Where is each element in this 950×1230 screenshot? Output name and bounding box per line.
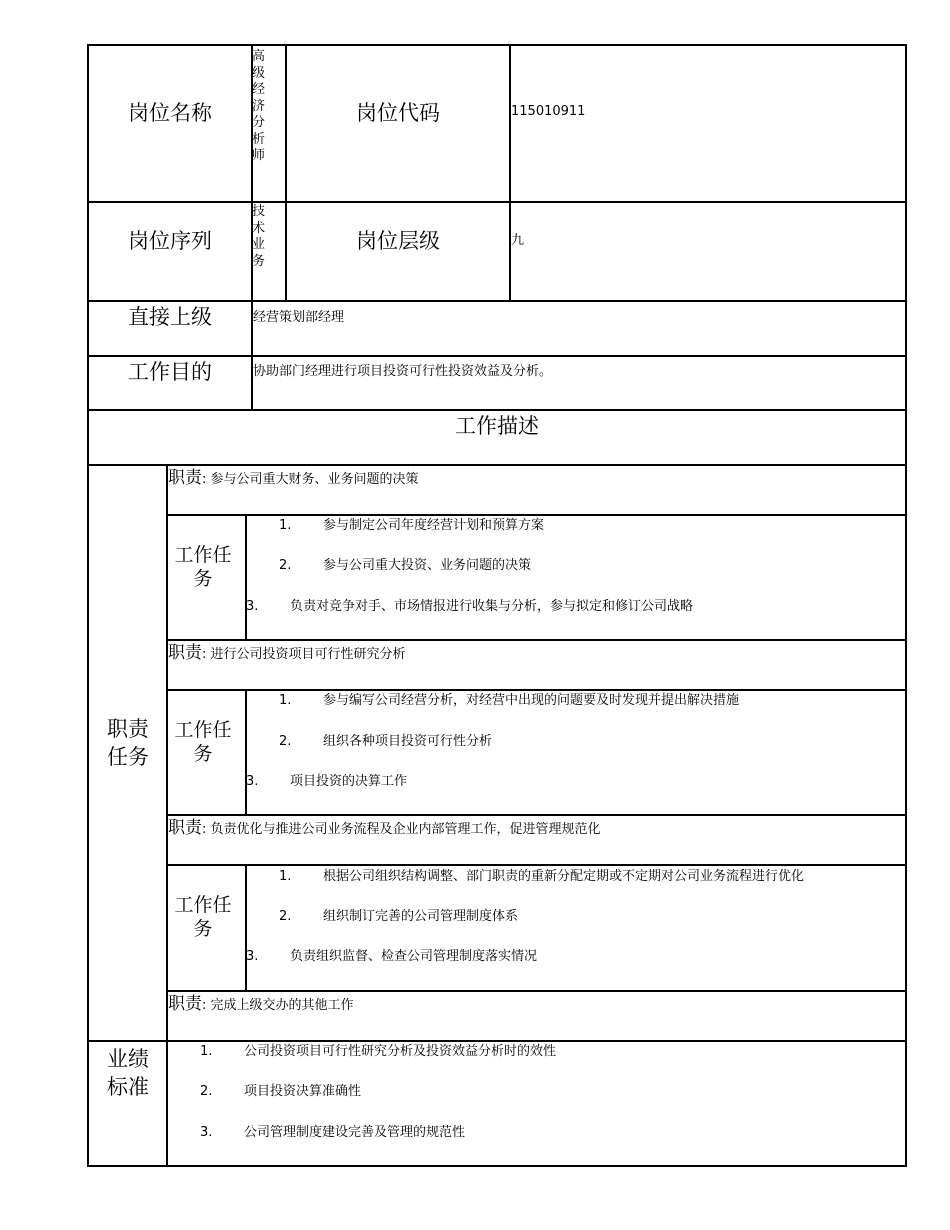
duty-text: : 负责优化与推进公司业务流程及企业内部管理工作，促进管理规范化: [202, 822, 601, 837]
task-item: [279, 909, 518, 925]
row-divider: [87, 201, 907, 203]
task-text: 参与编写公司经营分析，对经营中出现的问题要及时发现并提出解决措施: [323, 693, 740, 708]
col-divider: [509, 44, 511, 302]
table-border-right: [905, 44, 907, 1167]
post-level-value: 九: [511, 233, 525, 248]
description-title: 工作描述: [455, 414, 539, 438]
post-name-value: 高级经济分析师: [252, 49, 266, 163]
task-item: [279, 869, 804, 885]
task-text: 根据公司组织结构调整、部门职责的重新分配定期或不定期对公司业务流程进行优化: [323, 869, 805, 884]
performance-text: 项目投资决算准确性: [244, 1084, 362, 1099]
post-code-label: 岗位代码: [356, 101, 440, 125]
table-border-top: [87, 44, 907, 46]
col-divider: [245, 689, 247, 816]
task-number: 3.: [246, 949, 259, 964]
performance-item: [200, 1125, 465, 1141]
task-text: 参与公司重大投资、业务问题的决策: [323, 558, 532, 573]
row-divider: [166, 689, 907, 691]
task-item: [279, 518, 544, 534]
task-number: 1.: [279, 869, 292, 884]
task-text: 参与制定公司年度经营计划和预算方案: [323, 518, 545, 533]
performance-text: 公司投资项目可行性研究分析及投资效益分析时的效性: [244, 1044, 557, 1059]
superior-label: 直接上级: [128, 305, 212, 329]
performance-number: 3.: [200, 1125, 213, 1140]
duty-text: : 参与公司重大财务、业务问题的决策: [202, 472, 419, 487]
task-text: 负责组织监督、检查公司管理制度落实情况: [290, 949, 538, 964]
task-number: 1.: [279, 693, 292, 708]
duty-heading: [168, 996, 354, 1014]
task-label: 工作任务: [174, 894, 232, 940]
task-item: [279, 734, 492, 750]
task-text: 组织制订完善的公司管理制度体系: [323, 909, 519, 924]
task-number: 2.: [279, 558, 292, 573]
row-divider: [166, 864, 907, 866]
row-divider: [87, 1040, 907, 1042]
row-divider: [166, 814, 907, 816]
duty-text: : 完成上级交办的其他工作: [202, 998, 354, 1013]
col-divider: [245, 864, 247, 992]
duty-prefix: 职责: [168, 818, 202, 838]
row-divider: [87, 464, 907, 466]
duties-label: 职责任务: [107, 717, 149, 769]
post-level-label: 岗位层级: [356, 229, 440, 253]
duty-heading: [168, 820, 601, 838]
performance-item: [200, 1044, 556, 1060]
duty-text: : 进行公司投资项目可行性研究分析: [202, 647, 406, 662]
row-divider: [166, 990, 907, 992]
task-item: [279, 558, 531, 574]
duty-prefix: 职责: [168, 643, 202, 663]
duty-heading: [168, 470, 419, 488]
row-divider: [166, 514, 907, 516]
post-seq-label: 岗位序列: [128, 229, 212, 253]
performance-number: 1.: [200, 1044, 213, 1059]
task-number: 2.: [279, 909, 292, 924]
task-item: [246, 949, 537, 965]
performance-number: 2.: [200, 1084, 213, 1099]
row-divider: [87, 355, 907, 357]
task-text: 组织各种项目投资可行性分析: [323, 734, 493, 749]
col-divider: [245, 514, 247, 641]
table-border-left: [87, 44, 89, 1167]
post-seq-value: 技术业务: [252, 204, 266, 269]
duty-prefix: 职责: [168, 994, 202, 1014]
duty-heading: [168, 645, 406, 663]
task-number: 2.: [279, 734, 292, 749]
purpose-label: 工作目的: [128, 360, 212, 384]
performance-label: 业绩标准: [107, 1047, 149, 1099]
post-name-label: 岗位名称: [128, 101, 212, 125]
task-item: [246, 599, 693, 615]
task-text: 负责对竞争对手、市场情报进行收集与分析，参与拟定和修订公司战略: [290, 599, 694, 614]
task-label: 工作任务: [174, 719, 232, 765]
task-label: 工作任务: [174, 544, 232, 590]
task-item: [246, 774, 407, 790]
superior-value: 经营策划部经理: [253, 310, 345, 325]
performance-item: [200, 1084, 361, 1100]
row-divider: [87, 409, 907, 411]
row-divider: [87, 300, 907, 302]
table-border-bottom: [87, 1165, 907, 1167]
task-item: [279, 693, 739, 709]
purpose-value: 协助部门经理进行项目投资可行性投资效益及分析。: [253, 364, 553, 379]
task-text: 项目投资的决算工作: [290, 774, 408, 789]
row-divider: [166, 639, 907, 641]
post-code-value: 115010911: [511, 104, 586, 119]
col-divider: [285, 44, 287, 302]
task-number: 1.: [279, 518, 292, 533]
task-number: 3.: [246, 774, 259, 789]
duty-prefix: 职责: [168, 468, 202, 488]
performance-text: 公司管理制度建设完善及管理的规范性: [244, 1125, 466, 1140]
task-number: 3.: [246, 599, 259, 614]
